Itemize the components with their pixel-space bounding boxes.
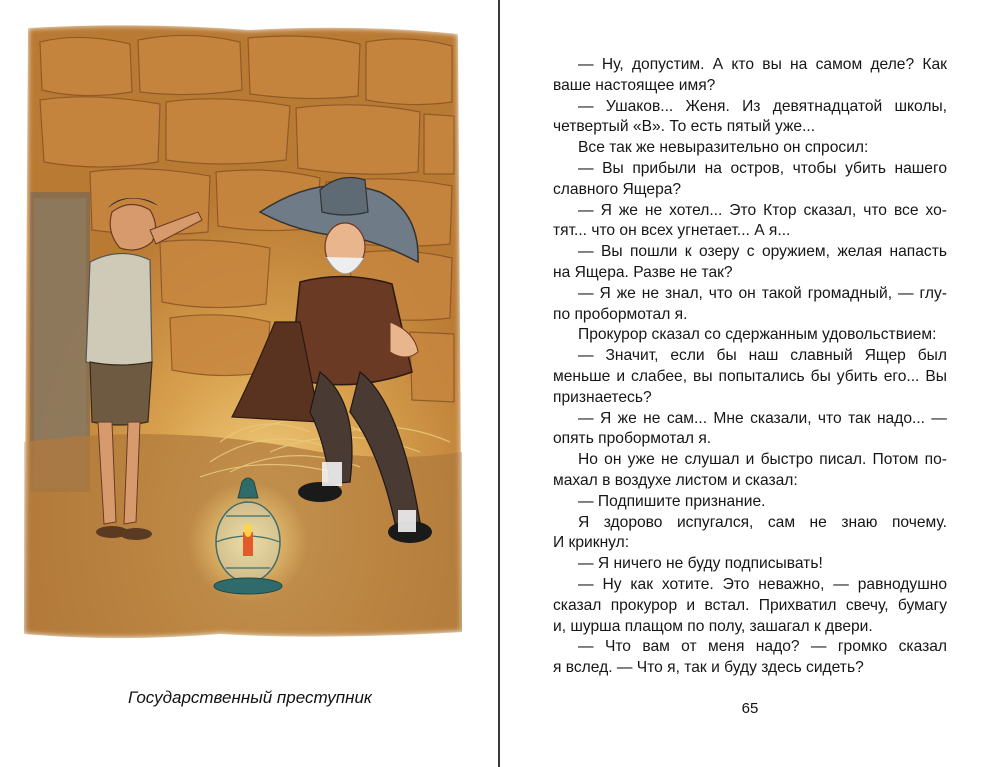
text-line: Прокурор сказал со сдержанным удовольствием: — [578, 326, 937, 344]
text-line: ваше настоящее имя? — [553, 76, 716, 94]
text-line: четвертый «В». То есть пятый уже... — [553, 118, 816, 136]
page-number: 65 — [741, 700, 759, 717]
text-line: — Я ничего не буду подписывать! — [578, 555, 823, 573]
text-line: на Ящера. Разве не так? — [553, 263, 733, 281]
left-page — [0, 0, 498, 767]
text-line: признаетесь? — [553, 388, 652, 406]
text-line: тят... что он всех угнетает... А я... — [553, 222, 791, 240]
text-line: Я здорово испугался, сам не знаю почему. — [578, 513, 947, 531]
text-line: — Вы прибыли на остров, чтобы убить нашего — [578, 159, 947, 177]
text-line: — Вы пошли к озеру с оружием, желая напасть — [578, 243, 947, 261]
text-line: я вслед. — Что я, так и буду здесь сидеть? — [553, 659, 864, 677]
text-line: — Что вам от меня надо? — громко сказал — [578, 638, 947, 656]
text-line: сказал прокурор и встал. Прихватил свечу, бумагу — [553, 596, 947, 614]
text-line: Все так же невыразительно он спросил: — [578, 139, 869, 157]
text-line: меньше и слабее, вы попытались бы убить его... Вы — [553, 367, 947, 385]
text-line: — Ну, допустим. А кто вы на самом деле? Как — [578, 56, 947, 73]
text-line: — Значит, если бы наш славный Ящер был — [578, 347, 947, 365]
text-line: — Я же не хотел... Это Ктор сказал, что все хо- — [578, 201, 947, 219]
illustration-caption: Государственный преступник — [128, 688, 372, 707]
text-line: по пробормотал я. — [553, 305, 688, 323]
text-line: махал в воздухе листом и сказал: — [553, 471, 798, 489]
text-line: — Я же не сам... Мне сказали, что так надо... — — [578, 409, 947, 427]
text-line: и, шурша плащом по полу, зашагал к двери. — [553, 617, 873, 635]
text-line: — Я же не знал, что он такой громадный, — глу- — [578, 284, 947, 302]
text-line: славного Ящера? — [553, 180, 682, 198]
text-line: — Ушаков... Женя. Из девятнадцатой школы, — [578, 97, 947, 115]
text-line: — Ну как хотите. Это неважно, — равнодушно — [578, 575, 947, 593]
text-line: — Подпишите признание. — [578, 492, 766, 510]
text-line: И крикнул: — [553, 534, 630, 552]
page-gutter — [498, 0, 500, 767]
text-line: опять пробормотал я. — [553, 430, 712, 448]
text-line: Но он уже не слушал и быстро писал. Потом по- — [578, 451, 947, 469]
illustration-boy-and-old-man-in-dungeon — [20, 22, 464, 644]
body-text — [553, 55, 947, 679]
